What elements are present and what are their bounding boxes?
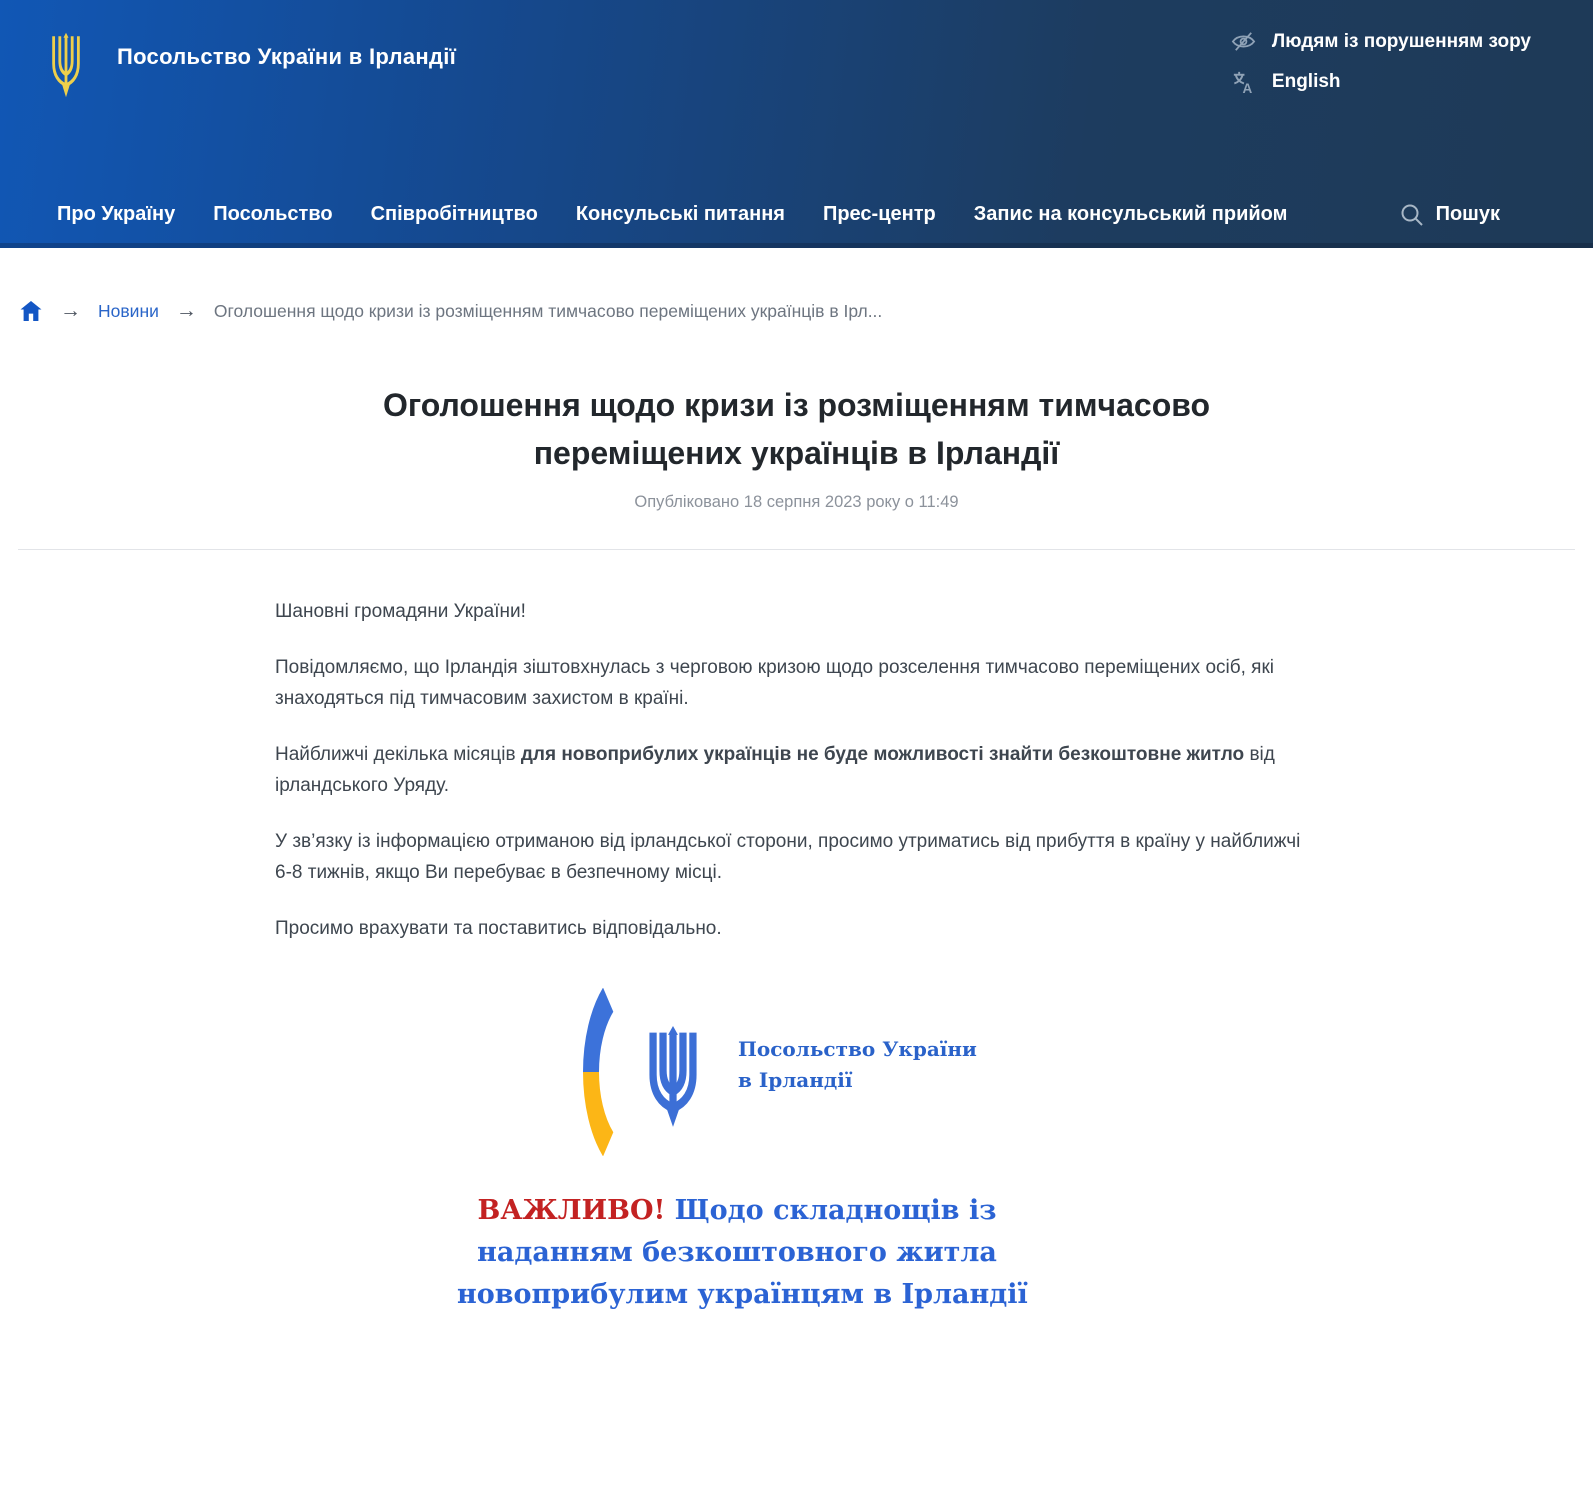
translate-icon bbox=[1230, 68, 1257, 95]
paragraph-housing-bold: для новоприбулих українців не буде можливості знайти безкоштовне житло bbox=[520, 743, 1245, 765]
svg-text:A: A bbox=[1242, 81, 1253, 95]
figure-logo-text bbox=[738, 1034, 977, 1156]
flag-ribbon-icon bbox=[575, 988, 623, 1156]
accessibility-link[interactable] bbox=[1230, 28, 1531, 55]
embassy-logo[interactable] bbox=[48, 30, 84, 98]
site-title[interactable]: Посольство України в Ірландії bbox=[117, 44, 457, 69]
paragraph-advice: У зв’язку із інформацією отриманою від ірландської сторони, просимо утриматись від прибуття в країну у найближчі 6-8 тижнів, якщо Ви перебуває в безпечному місці. bbox=[275, 830, 1301, 884]
home-link[interactable] bbox=[19, 300, 43, 322]
important-line1-rest: Щодо складнощів із bbox=[665, 1195, 997, 1227]
announcement-image bbox=[457, 988, 1028, 1316]
breadcrumb-separator: → bbox=[175, 299, 197, 322]
language-link[interactable] bbox=[1230, 68, 1341, 95]
paragraph-housing-post: від ірландського Уряду. bbox=[275, 743, 1275, 797]
language-label: English bbox=[1271, 70, 1341, 92]
nav-item-cooperation[interactable]: Співробітництво bbox=[370, 203, 538, 225]
important-label: ВАЖЛИВО! bbox=[477, 1195, 666, 1227]
important-notice bbox=[457, 1190, 1028, 1316]
trident-icon bbox=[644, 1026, 702, 1128]
trident-icon bbox=[48, 32, 84, 98]
search-button[interactable] bbox=[1399, 202, 1500, 228]
main-nav bbox=[0, 186, 1593, 248]
nav-item-consular[interactable]: Консульські питання bbox=[575, 203, 785, 225]
nav-item-press[interactable]: Прес-центр bbox=[822, 203, 936, 225]
article bbox=[0, 381, 1593, 1316]
breadcrumb-news-link[interactable]: Новини bbox=[98, 300, 159, 321]
search-icon bbox=[1399, 202, 1425, 228]
paragraph-housing bbox=[275, 739, 1315, 802]
accessibility-label: Людям із порушенням зору bbox=[1271, 30, 1531, 52]
header-top bbox=[0, 0, 1593, 186]
breadcrumb-separator: → bbox=[60, 299, 81, 322]
home-icon bbox=[19, 300, 43, 322]
important-line1 bbox=[457, 1190, 1017, 1232]
paragraph-greeting: Шановні громадяни України! bbox=[275, 601, 526, 622]
breadcrumb bbox=[0, 248, 1593, 353]
figure-logo-line2: в Ірландії bbox=[738, 1068, 853, 1093]
nav-item-appointment[interactable]: Запис на консульський прийом bbox=[973, 203, 1288, 225]
important-line3: новоприбулим українцям в Ірландії bbox=[457, 1278, 1028, 1310]
figure-logo-line1: Посольство України bbox=[738, 1037, 977, 1062]
paragraph-closing: Просимо врахувати та поставитись відповідально. bbox=[275, 917, 722, 939]
important-line2: наданням безкоштовного житла bbox=[477, 1237, 997, 1269]
embassy-figure-logo bbox=[575, 988, 1017, 1156]
paragraph-crisis: Повідомляємо, що Ірландія зіштовхнулась з черговою кризою щодо розселення тимчасово переміщених осіб, які знаходяться під тимчасовим захистом в країні. bbox=[275, 656, 1274, 710]
nav-item-about-ukraine[interactable]: Про Україну bbox=[57, 203, 176, 225]
header-links bbox=[1230, 28, 1531, 95]
nav-item-embassy[interactable]: Посольство bbox=[213, 203, 333, 225]
search-label: Пошук bbox=[1435, 203, 1500, 225]
site-header bbox=[0, 0, 1593, 248]
paragraph-housing-pre: Найближчі декілька місяців bbox=[275, 743, 521, 765]
page-title: Оголошення щодо кризи із розміщенням тимчасово переміщених українців в Ірландії bbox=[382, 387, 1211, 471]
eye-slash-icon bbox=[1230, 28, 1257, 55]
published-date: Опубліковано 18 серпня 2023 року о 11:49 bbox=[634, 493, 959, 511]
divider bbox=[18, 549, 1575, 550]
article-body bbox=[275, 596, 1315, 944]
breadcrumb-current: Оголошення щодо кризи із розміщенням тимчасово переміщених українців в Ірл... bbox=[213, 300, 883, 321]
